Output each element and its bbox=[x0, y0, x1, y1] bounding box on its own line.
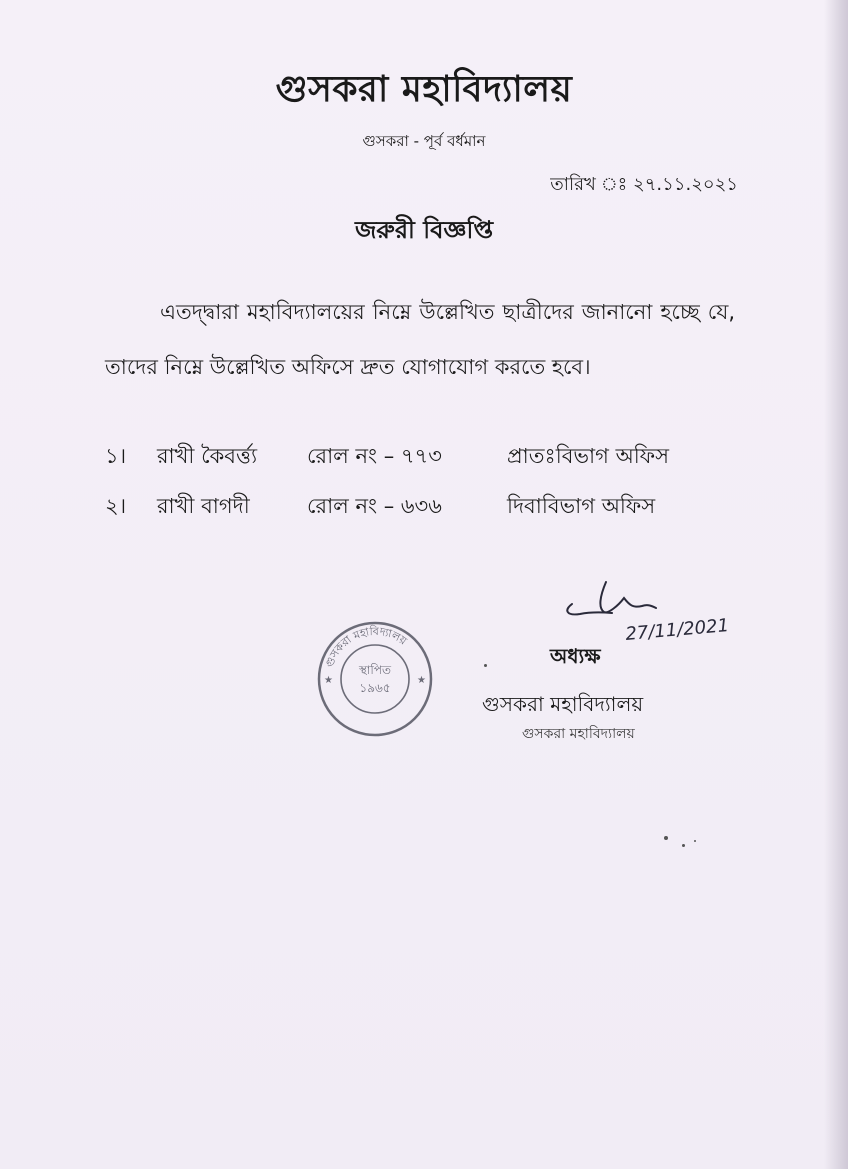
page-edge-shadow bbox=[824, 0, 848, 1169]
student-serial: ১। bbox=[105, 444, 127, 468]
student-office: দিবাবিভাগ অফিস bbox=[507, 494, 656, 518]
principal-title: অধ্যক্ষ bbox=[550, 644, 601, 668]
stamp-star-right: ★ bbox=[417, 675, 426, 686]
paper-speck bbox=[664, 836, 668, 840]
principal-college: গুসকরা মহাবিদ্যালয় bbox=[482, 692, 644, 716]
stamp-star-left: ★ bbox=[324, 675, 333, 686]
college-name: গুসকরা মহাবিদ্যালয় bbox=[275, 69, 573, 110]
stamp-inner-year: ১৯৬৫ bbox=[359, 681, 391, 695]
college-address: গুসকরা - পূর্ব বর্ধমান bbox=[362, 132, 486, 150]
paper-speck bbox=[694, 840, 696, 842]
stamp-inner-ring bbox=[341, 645, 409, 713]
student-row bbox=[105, 490, 737, 525]
student-serial: ২। bbox=[105, 494, 127, 518]
student-roll: রোল নং – ৭৭৩ bbox=[307, 444, 442, 468]
student-name: রাখী বাগদী bbox=[157, 494, 250, 518]
stamp-outer-text-path: গুসকরা মহাবিদ্যালয় bbox=[322, 624, 410, 670]
student-name: রাখী কৈবর্ত্ত্য bbox=[157, 444, 258, 468]
signature-date: 27/11/2021 bbox=[624, 615, 730, 645]
college-stamp bbox=[316, 620, 434, 738]
student-roll: রোল নং – ৬৩৬ bbox=[307, 494, 442, 518]
paper-speck bbox=[484, 664, 487, 667]
notice-date: তারিখ ঃ ২৭.১১.২০২১ bbox=[550, 174, 738, 195]
student-row bbox=[105, 440, 737, 475]
notice-heading: জরুরী বিজ্ঞপ্তি bbox=[354, 216, 494, 244]
stamp-outer-ring bbox=[319, 623, 431, 735]
principal-seal-text: গুসকরা মহাবিদ্যালয় bbox=[522, 726, 635, 742]
notice-body: এতদ্দ্বারা মহাবিদ্যালয়ের নিম্নে উল্লেখিত ছাত্রীদের জানানো হচ্ছে যে, তাদের নিম্নে উল্লেখিত অফিসে দ্রুত যোগাযোগ করতে হবে। bbox=[105, 300, 735, 379]
paper-speck bbox=[682, 844, 685, 847]
signature-stroke bbox=[567, 582, 656, 614]
student-office: প্রাতঃবিভাগ অফিস bbox=[507, 444, 670, 468]
principal-signature bbox=[560, 576, 760, 646]
stamp-inner-top: স্থাপিত bbox=[358, 663, 392, 677]
